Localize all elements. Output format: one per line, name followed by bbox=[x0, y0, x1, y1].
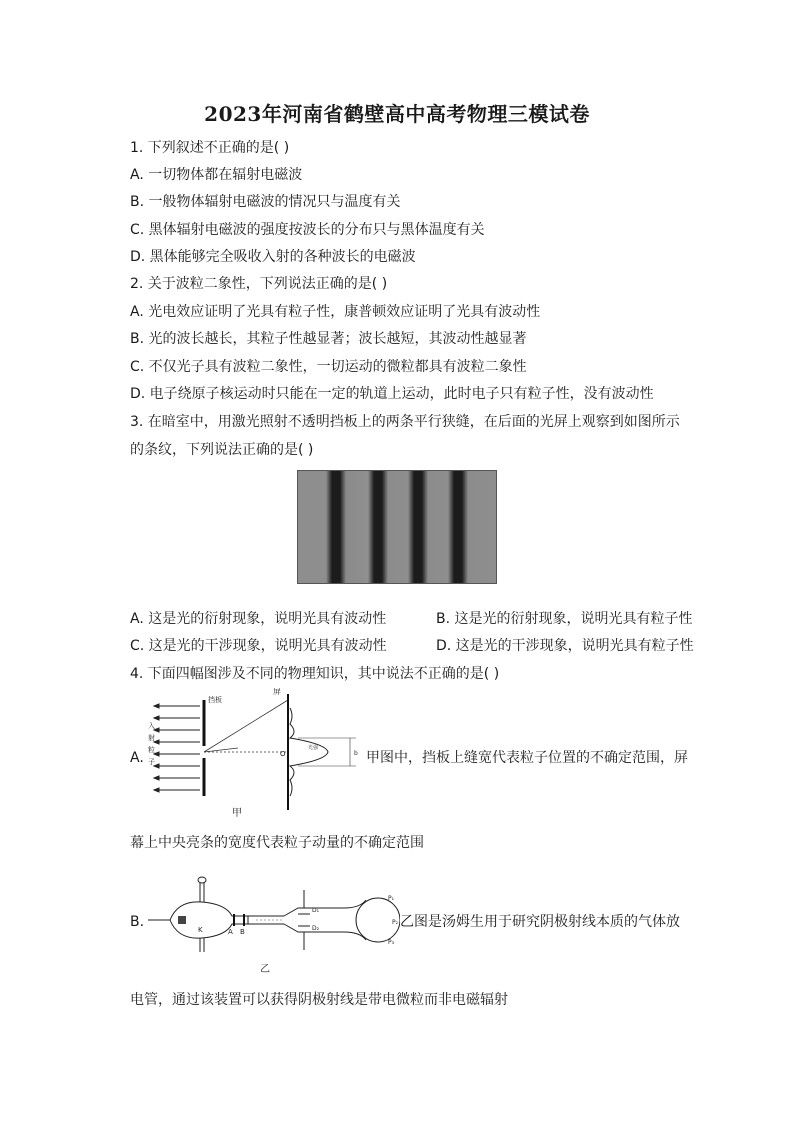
figA-particle-label-1: 入 bbox=[148, 722, 155, 730]
figA-origin-label: O bbox=[280, 750, 286, 758]
page-title: 2023年河南省鹤壁高中高考物理三模试卷 bbox=[204, 102, 590, 126]
q3-option-b: B. 这是光的衍射现象，说明光具有粒子性 bbox=[436, 611, 693, 627]
q4-option-a-text-2: 幕上中央亮条的宽度代表粒子动量的不确定范围 bbox=[130, 835, 424, 851]
figB-label-b: B bbox=[240, 928, 245, 936]
q2-option-c: C. 不仅光子具有波粒二象性，一切运动的微粒都具有波粒二象性 bbox=[130, 359, 527, 375]
q4-option-a-label: A. bbox=[130, 750, 144, 766]
q1-option-a: A. 一切物体都在辐射电磁波 bbox=[130, 167, 303, 183]
q1-option-c: C. 黑体辐射电磁波的强度按波长的分布只与黑体温度有关 bbox=[130, 222, 485, 238]
figB-label-p2: P₂ bbox=[392, 919, 399, 926]
q4-option-b-text-1: 乙图是汤姆生用于研究阴极射线本质的气体放 bbox=[400, 914, 680, 930]
q3-stem-line1: 3. 在暗室中，用激光照射不透明挡板上的两条平行狭缝，在后面的光屏上观察到如图所示 bbox=[130, 414, 680, 430]
svg-text:b: b bbox=[354, 750, 358, 757]
q1-option-d: D. 黑体能够完全吸收入射的各种波长的电磁波 bbox=[130, 249, 416, 265]
q1-option-b: B. 一般物体辐射电磁波的情况只与温度有关 bbox=[130, 194, 401, 210]
q4-option-b-label: B. bbox=[130, 914, 145, 930]
figA-particle-label-2: 射 bbox=[148, 734, 155, 742]
cathode-ray-tube-figure bbox=[148, 872, 400, 976]
figB-label-d1: D₁ bbox=[312, 907, 320, 914]
q2-option-a: A. 光电效应证明了光具有粒子性，康普顿效应证明了光具有波动性 bbox=[130, 304, 541, 320]
single-slit-diffraction-figure bbox=[148, 688, 364, 818]
interference-fringe-image bbox=[297, 470, 497, 584]
figB-label-p1: P₁ bbox=[388, 895, 395, 902]
figA-particle-label-4: 子 bbox=[148, 758, 155, 766]
q2-option-b: B. 光的波长越长，其粒子性越显著；波长越短，其波动性越显著 bbox=[130, 331, 527, 347]
figB-label-k: K bbox=[198, 926, 203, 934]
q3-stem-line2: 的条纹，下列说法正确的是( ) bbox=[130, 442, 314, 458]
q4-stem: 4. 下面四幅图涉及不同的物理知识，其中说法不正确的是( ) bbox=[130, 666, 500, 682]
q2-stem: 2. 关于波粒二象性，下列说法正确的是( ) bbox=[130, 276, 388, 292]
q1-stem: 1. 下列叙述不正确的是( ) bbox=[130, 140, 290, 156]
figA-intensity-label: 光强 bbox=[308, 745, 319, 751]
figB-label-a: A bbox=[228, 928, 233, 936]
q4-option-b-text-2: 电管，通过该装置可以获得阴极射线是带电微粒而非电磁辐射 bbox=[130, 992, 508, 1008]
figA-screen-label: 屏 bbox=[273, 688, 281, 696]
q2-option-d: D. 电子绕原子核运动时只能在一定的轨道上运动，此时电子只有粒子性，没有波动性 bbox=[130, 386, 654, 402]
figB-label-d2: D₂ bbox=[312, 925, 320, 932]
figA-caption: 甲 bbox=[232, 808, 242, 818]
q3-option-d: D. 这是光的干涉现象，说明光具有粒子性 bbox=[436, 638, 694, 654]
figB-caption: 乙 bbox=[260, 964, 270, 975]
figA-board-label: 挡板 bbox=[208, 696, 222, 704]
figB-label-p3: P₃ bbox=[388, 939, 395, 946]
q3-option-a: A. 这是光的衍射现象，说明光具有波动性 bbox=[130, 611, 387, 627]
figA-particle-label-3: 粒 bbox=[148, 746, 155, 754]
q3-option-c: C. 这是光的干涉现象，说明光具有波动性 bbox=[130, 638, 387, 654]
q4-option-a-text-1: 甲图中，挡板上缝宽代表粒子位置的不确定范围，屏 bbox=[366, 750, 688, 766]
